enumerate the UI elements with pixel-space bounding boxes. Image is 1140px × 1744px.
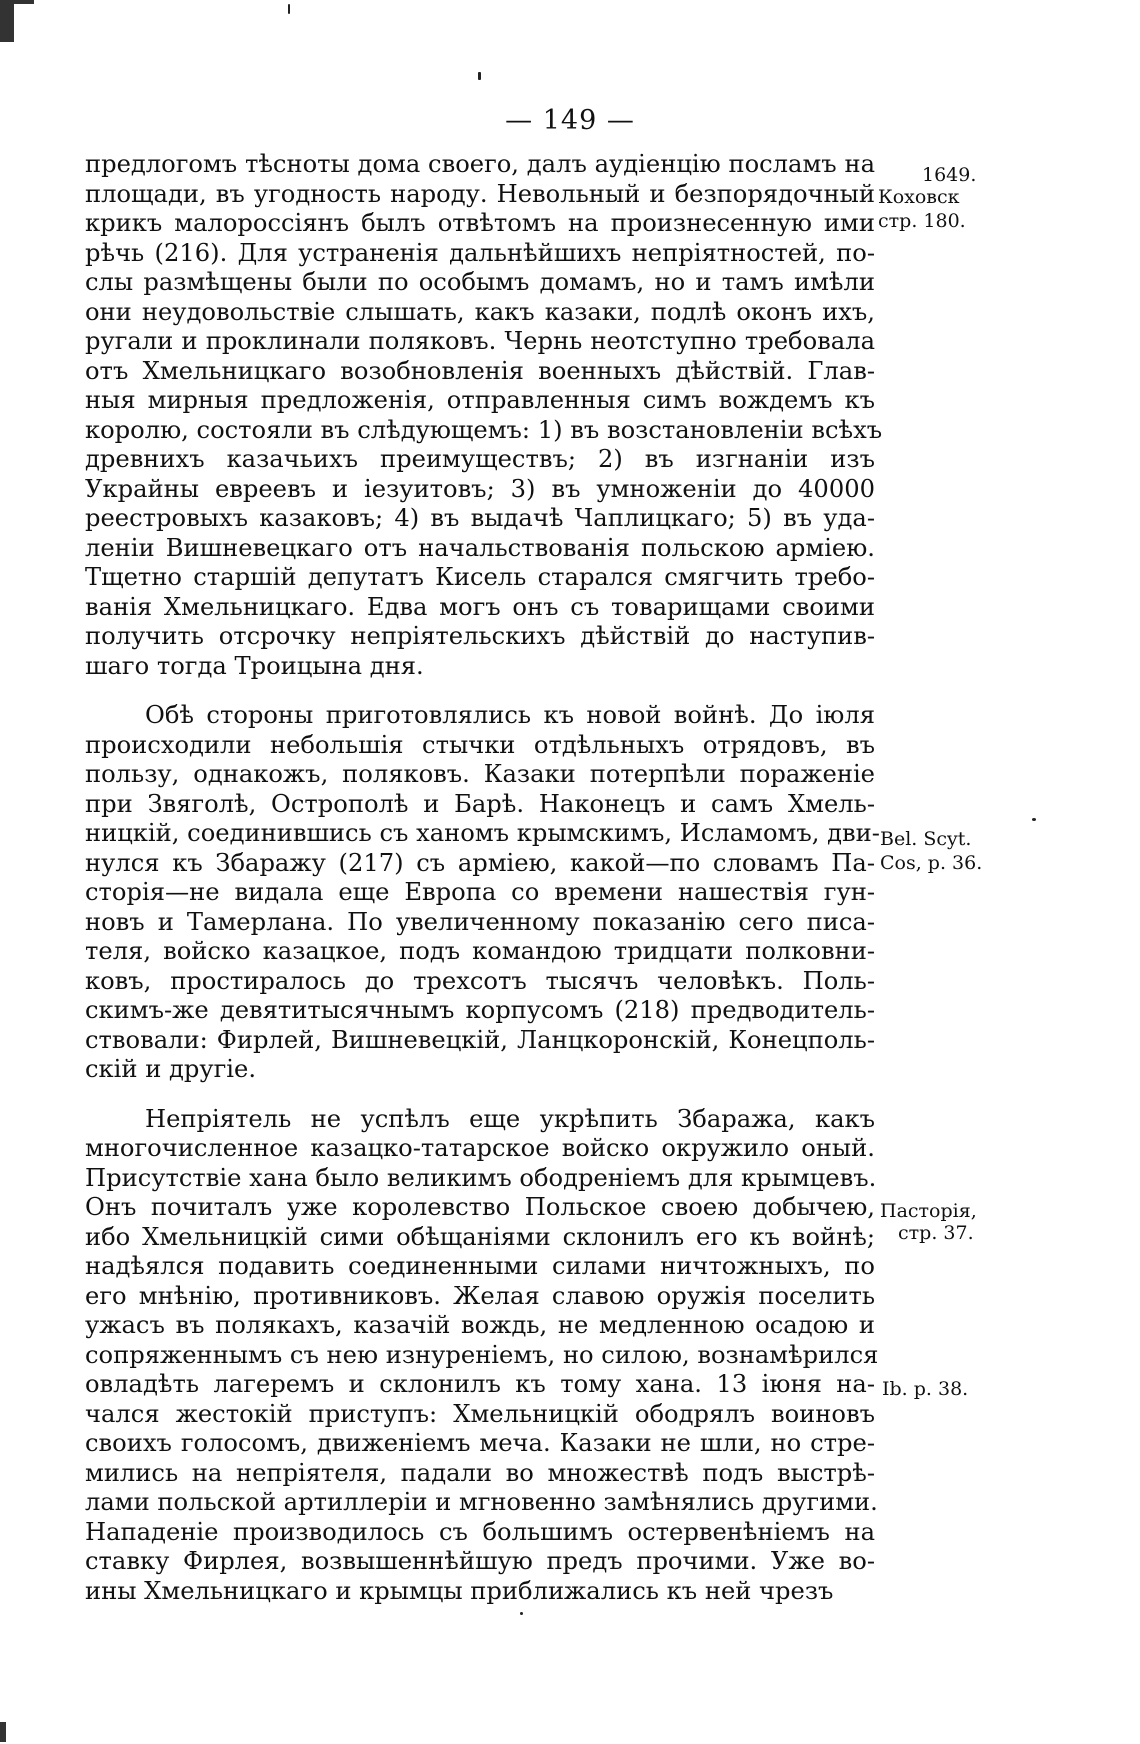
text-line: Присутствіе хана было великимъ ободреніемъ для крымцевъ. <box>85 1163 877 1192</box>
page-number: — 149 — <box>505 105 635 136</box>
text-line: они неудовольствіе слышать, какъ казаки, подлѣ оконъ ихъ, <box>85 297 875 326</box>
margin-note-page: стр. 37. <box>898 1222 974 1244</box>
text-line: пользу, однакожъ, поляковъ. Казаки потерпѣли пораженіе <box>85 760 875 788</box>
scan-edge-mark <box>14 0 34 4</box>
text-line: ницкій, соединившись съ ханомъ крымскимъ, Исламомъ, дви- <box>85 819 880 847</box>
text-line: древнихъ казачьихъ преимуществъ; 2) въ изгнаніи изъ <box>85 445 875 473</box>
text-line: лами польской артиллеріи и мгновенно замѣнялись другими. <box>85 1488 878 1516</box>
margin-note-year: 1649. <box>922 164 977 186</box>
text-line: своихъ голосомъ, движеніемъ меча. Казаки не шли, но стре- <box>85 1429 875 1457</box>
scan-speck <box>288 4 290 14</box>
text-line: реестровыхъ казаковъ; 4) въ выдачѣ Чаплицкаго; 5) въ уда- <box>85 504 875 532</box>
text-line: ины Хмельницкаго и крымцы приближались къ ней чрезъ <box>85 1576 834 1605</box>
text-line: королю, состояли въ слѣдующемъ: 1) въ возстановленіи всѣхъ <box>85 415 883 444</box>
text-line: леніи Вишневецкаго отъ начальствованія польскою арміею. <box>85 533 875 562</box>
text-line: Непріятель не успѣлъ еще укрѣпить Збаража, какъ <box>145 1104 875 1133</box>
text-line: ибо Хмельницкій сими обѣщаніями склонилъ его къ войнѣ; <box>85 1222 875 1251</box>
margin-note-source: Коховск <box>878 186 960 208</box>
text-line: при Звяголѣ, Острополѣ и Барѣ. Наконецъ и самъ Хмель- <box>85 789 875 818</box>
margin-note-source: Пасторія, <box>880 1200 977 1222</box>
text-line: ковъ, простиралось до трехсотъ тысячъ человѣкъ. Поль- <box>85 966 875 995</box>
margin-note-page: Ib. p. 38. <box>882 1378 969 1400</box>
text-line: ужасъ въ полякахъ, казачій вождь, не медленною осадою и <box>85 1311 875 1339</box>
text-line: Украйны евреевъ и іезуитовъ; 3) въ умноженіи до 40000 <box>85 474 875 503</box>
text-line: слы размѣщены были по особымъ домамъ, но и тамъ имѣли <box>85 268 875 296</box>
paragraph-2 <box>85 701 880 1085</box>
main-text <box>85 150 883 1606</box>
paragraph-gap <box>85 681 875 701</box>
text-line: ругали и проклинали поляковъ. Чернь неотступно требовала <box>85 327 875 355</box>
text-line: его мнѣнію, противниковъ. Желая славою оружія поселить <box>85 1281 875 1310</box>
margin-note-page: стр. 180. <box>878 210 966 232</box>
text-line: овладѣть лагеремъ и склонилъ къ тому хана. 13 іюня на- <box>85 1370 875 1398</box>
text-line: мились на непріятеля, падали во множествѣ подъ выстрѣ- <box>85 1458 875 1487</box>
text-line: Онъ почиталъ уже королевство Польское своею добычею, <box>85 1193 875 1221</box>
scan-speck <box>1032 818 1036 821</box>
text-line: многочисленное казацко-татарское войско окружило оный. <box>85 1134 875 1162</box>
text-line: надѣялся подавить соединенными силами ничтожныхъ, по <box>85 1252 875 1280</box>
text-line: Тщетно старшій депутатъ Кисель старался смягчить требо- <box>85 563 875 591</box>
text-line: ствовали: Фирлей, Вишневецкій, Ланцкоронскій, Конецполь- <box>85 1025 875 1054</box>
text-line: Нападеніе производилось съ большимъ остервенѣніемъ на <box>85 1517 875 1546</box>
text-line: новъ и Тамерлана. По увеличенному показанію сего писа- <box>85 907 875 936</box>
text-line: ванія Хмельницкаго. Едва могъ онъ съ товарищами своими <box>85 592 875 621</box>
text-line: скимъ-же девятитысячнымъ корпусомъ (218) предводитель- <box>85 996 875 1024</box>
text-line: ставку Фирлея, возвышеннѣйшую предъ прочими. Уже во- <box>85 1547 875 1575</box>
paragraph-3 <box>85 1104 879 1607</box>
text-line: предлогомъ тѣсноты дома своего, далъ аудіенцію посламъ на <box>85 150 875 178</box>
text-line: получить отсрочку непріятельскихъ дѣйствій до наступив- <box>85 622 875 650</box>
text-line: отъ Хмельницкаго возобновленія военныхъ дѣйствій. Глав- <box>85 356 875 385</box>
text-line: рѣчь (216). Для устраненія дальнѣйшихъ непріятностей, по- <box>85 238 875 267</box>
text-line: ныя мирныя предложенія, отправленныя симъ вождемъ къ <box>85 386 875 414</box>
text-line: площади, въ угодность народу. Невольный и безпорядочный <box>85 179 875 208</box>
scan-edge-mark <box>0 0 14 42</box>
text-line: нулся къ Збаражу (217) съ арміею, какой—по словамъ Па- <box>85 848 875 877</box>
paragraph-1 <box>85 150 883 681</box>
text-line: сторія—не видала еще Европа со времени нашествія гун- <box>85 878 875 906</box>
text-line: шаго тогда Троицына дня. <box>85 651 424 680</box>
text-line: теля, войско казацкое, подъ командою тридцати полковни- <box>85 937 875 965</box>
text-line: Обѣ стороны приготовлялись къ новой войнѣ. До іюля <box>145 701 875 729</box>
text-line: крикъ малороссіянъ былъ отвѣтомъ на произнесенную ими <box>85 209 875 237</box>
text-line: чался жестокій приступъ: Хмельницкій ободрялъ воиновъ <box>85 1399 875 1428</box>
margin-note-page: Cos, p. 36. <box>880 852 983 874</box>
scan-speck <box>520 1612 523 1615</box>
margin-note-source: Bel. Scyt. <box>880 828 972 850</box>
scan-speck <box>478 72 481 80</box>
text-line: скій и другіе. <box>85 1055 257 1083</box>
scan-edge-mark <box>0 1722 6 1742</box>
paragraph-gap <box>85 1085 875 1105</box>
text-line: сопряженнымъ съ нею изнуреніемъ, но силою, вознамѣрился <box>85 1340 879 1369</box>
text-line: происходили небольшія стычки отдѣльныхъ отрядовъ, въ <box>85 730 875 759</box>
